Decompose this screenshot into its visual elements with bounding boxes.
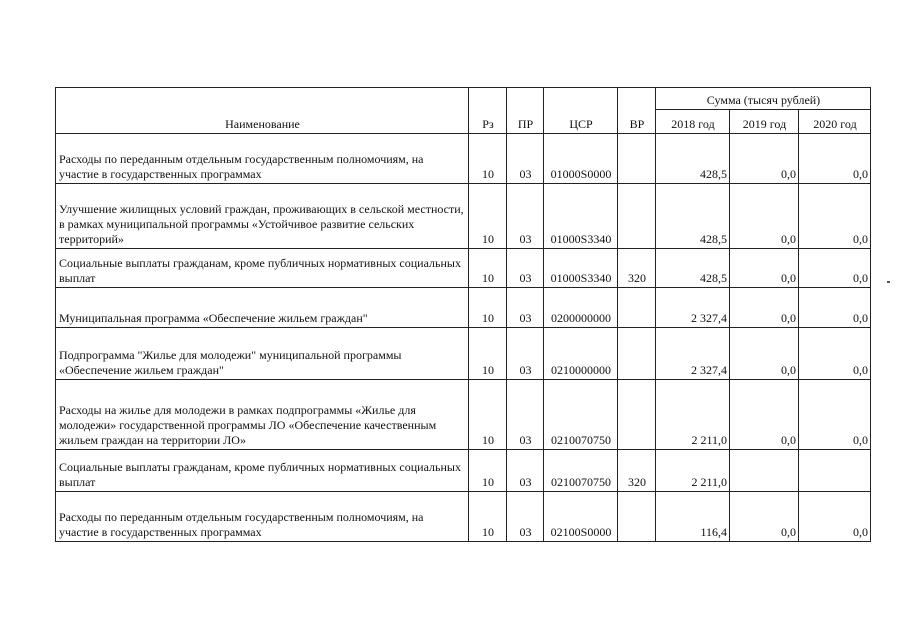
cell-vr	[618, 492, 656, 542]
cell-vr	[618, 184, 656, 249]
cell-pr: 03	[507, 184, 544, 249]
cell-year-2019: 0,0	[730, 288, 799, 328]
cell-name: Социальные выплаты гражданам, кроме публичных нормативных социальных выплат	[56, 249, 469, 288]
header-vr: ВР	[618, 88, 656, 134]
cell-csr: 01000S3340	[544, 184, 618, 249]
cell-name: Расходы на жилье для молодежи в рамках подпрограммы «Жилье для молодежи» государственной программы ЛО «Обеспечение качественным жильем граждан на территории ЛО»	[56, 380, 469, 450]
cell-year-2018: 2 211,0	[656, 380, 730, 450]
table-row	[56, 380, 871, 450]
cell-year-2019	[730, 450, 799, 492]
cell-year-2018: 428,5	[656, 134, 730, 184]
cell-pr: 03	[507, 380, 544, 450]
cell-csr: 01000S0000	[544, 134, 618, 184]
cell-year-2020: 0,0	[799, 134, 871, 184]
cell-name: Улучшение жилищных условий граждан, проживающих в сельской местности, в рамках муниципальной программы «Устойчивое развитие сельских территорий»	[56, 184, 469, 249]
cell-year-2019: 0,0	[730, 380, 799, 450]
cell-year-2019: 0,0	[730, 184, 799, 249]
header-csr: ЦСР	[544, 88, 618, 134]
cell-year-2020: 0,0	[799, 328, 871, 380]
cell-year-2020: 0,0	[799, 492, 871, 542]
cell-rz: 10	[469, 249, 507, 288]
cell-pr: 03	[507, 134, 544, 184]
cell-name: Муниципальная программа «Обеспечение жильем граждан"	[56, 288, 469, 328]
header-year-2020: 2020 год	[799, 110, 871, 134]
cell-csr: 02100S0000	[544, 492, 618, 542]
cell-vr	[618, 328, 656, 380]
cell-csr: 0210070750	[544, 450, 618, 492]
header-name: Наименование	[56, 88, 469, 134]
cell-vr	[618, 134, 656, 184]
cell-rz: 10	[469, 184, 507, 249]
cell-pr: 03	[507, 492, 544, 542]
cell-vr: 320	[618, 450, 656, 492]
table-row	[56, 492, 871, 542]
cell-year-2019: 0,0	[730, 328, 799, 380]
cell-pr: 03	[507, 249, 544, 288]
header-sum: Сумма (тысяч рублей)	[656, 88, 871, 110]
cell-pr: 03	[507, 450, 544, 492]
cell-vr: 320	[618, 249, 656, 288]
cell-year-2020: 0,0	[799, 249, 871, 288]
cell-year-2020	[799, 450, 871, 492]
cell-year-2018: 116,4	[656, 492, 730, 542]
table-row	[56, 134, 871, 184]
cell-year-2018: 428,5	[656, 184, 730, 249]
table-row	[56, 184, 871, 249]
cell-year-2019: 0,0	[730, 492, 799, 542]
cell-year-2018: 2 327,4	[656, 288, 730, 328]
cell-rz: 10	[469, 492, 507, 542]
cell-year-2018: 428,5	[656, 249, 730, 288]
cell-csr: 0210000000	[544, 328, 618, 380]
cell-year-2020: 0,0	[799, 380, 871, 450]
cell-rz: 10	[469, 380, 507, 450]
cell-rz: 10	[469, 134, 507, 184]
cell-vr	[618, 288, 656, 328]
cell-csr: 0200000000	[544, 288, 618, 328]
budget-table	[55, 87, 871, 542]
cell-year-2020: 0,0	[799, 184, 871, 249]
cell-name: Расходы по переданным отдельным государственным полномочиям, на участие в государственных программах	[56, 134, 469, 184]
cell-name: Подпрограмма "Жилье для молодежи" муниципальной программы «Обеспечение жильем граждан"	[56, 328, 469, 380]
cell-csr: 0210070750	[544, 380, 618, 450]
cell-name: Расходы по переданным отдельным государственным полномочиям, на участие в государственных программах	[56, 492, 469, 542]
cell-year-2020: 0,0	[799, 288, 871, 328]
table-row	[56, 288, 871, 328]
cell-year-2019: 0,0	[730, 249, 799, 288]
table-body	[56, 134, 871, 542]
cell-rz: 10	[469, 450, 507, 492]
cell-vr	[618, 380, 656, 450]
header-rz: Рз	[469, 88, 507, 134]
header-year-2018: 2018 год	[656, 110, 730, 134]
table-row	[56, 249, 871, 288]
cell-year-2018: 2 211,0	[656, 450, 730, 492]
cell-year-2019: 0,0	[730, 134, 799, 184]
cell-rz: 10	[469, 328, 507, 380]
cell-year-2018: 2 327,4	[656, 328, 730, 380]
cell-pr: 03	[507, 288, 544, 328]
cell-rz: 10	[469, 288, 507, 328]
scan-speck	[887, 281, 890, 283]
header-pr: ПР	[507, 88, 544, 134]
table-row	[56, 328, 871, 380]
table-row	[56, 450, 871, 492]
cell-pr: 03	[507, 328, 544, 380]
cell-csr: 01000S3340	[544, 249, 618, 288]
header-year-2019: 2019 год	[730, 110, 799, 134]
cell-name: Социальные выплаты гражданам, кроме публичных нормативных социальных выплат	[56, 450, 469, 492]
